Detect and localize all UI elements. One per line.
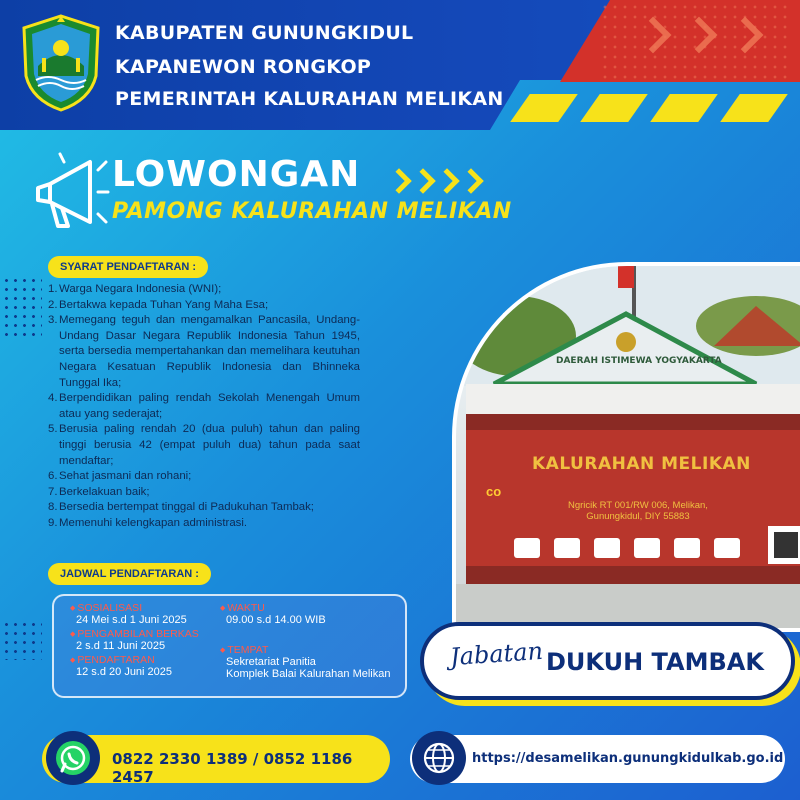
schedule-box (52, 594, 407, 698)
header-government: PEMERINTAH KALURAHAN MELIKAN (115, 88, 504, 110)
requirement-item (48, 313, 360, 391)
requirement-item (48, 500, 360, 516)
waktu-value: 09.00 s.d 14.00 WIB (226, 614, 326, 626)
tempat-label: ◆ TEMPAT (220, 644, 390, 656)
header-district: KAPANEWON RONGKOP (115, 56, 372, 78)
pendaftaran-label: ◆ PENDAFTARAN (70, 654, 199, 666)
jabatan-name: DUKUH TAMBAK (546, 648, 764, 676)
title-lowongan: LOWONGAN (112, 154, 361, 195)
gunungkidul-logo (20, 14, 102, 112)
office-photo (452, 262, 800, 632)
requirement-item (48, 298, 360, 314)
yellow-stripes (520, 94, 778, 122)
requirement-number: 8. (48, 501, 58, 514)
globe-icon (422, 741, 456, 775)
watermark-text: co (486, 484, 502, 499)
whatsapp-badge (46, 731, 100, 785)
schedule-label: JADWAL PENDAFTARAN : (48, 563, 211, 585)
requirement-text: Berkelakuan baik; (59, 485, 150, 498)
requirement-text: Berusia paling rendah 20 (dua puluh) tahun dan paling tinggi berusia 42 (empat puluh dua) tahun pada saat mendaftar; (59, 423, 360, 467)
sign-address-line1: Ngricik RT 001/RW 006, Melikan, (568, 500, 708, 511)
sign-address (568, 500, 708, 522)
requirement-number: 7. (48, 485, 58, 498)
requirement-text: Sehat jasmani dan rohani; (59, 470, 192, 483)
requirement-text: Berpendidikan paling rendah Sekolah Menengah Umum atau yang sederajat; (59, 392, 360, 420)
requirement-text: Warga Negara Indonesia (WNI); (59, 283, 222, 295)
office-building-illustration (456, 266, 800, 632)
requirement-number: 5. (48, 423, 58, 436)
requirement-text: Bertakwa kepada Tuhan Yang Maha Esa; (59, 298, 269, 311)
pengambilan-label: ◆ PENGAMBILAN BERKAS (70, 628, 199, 640)
gable-text: DAERAH ISTIMEWA YOGYAKARTA (556, 356, 722, 366)
sign-address-line2: Gunungkidul, DIY 55883 (586, 511, 690, 522)
website-url[interactable]: https://desamelikan.gunungkidulkab.go.id (472, 751, 784, 766)
tempat-line1: Sekretariat Panitia (226, 656, 316, 668)
header-regency: KABUPATEN GUNUNGKIDUL (115, 22, 414, 44)
whatsapp-icon[interactable] (54, 739, 92, 777)
schedule-right-column (220, 602, 390, 680)
requirement-number: 3. (48, 314, 58, 327)
requirement-text: Memegang teguh dan mengamalkan Pancasila, Undang-Undang Dasar Negara Republik Indonesia Tahun 1945, serta bersedia mempertahankan dan memelihara keutuhan Negara Kesatuan Republik Indonesia dan Bhinneka Tunggal Ika; (59, 314, 360, 389)
pendaftaran-value: 12 s.d 20 Juni 2025 (76, 666, 173, 678)
sosialisasi-value: 24 Mei s.d 1 Juni 2025 (76, 614, 187, 626)
requirement-number: 6. (48, 470, 58, 483)
dot-pattern (600, 2, 790, 80)
jabatan-box (420, 622, 795, 700)
requirements-list (48, 282, 360, 532)
sosialisasi-label: ◆ SOSIALISASI (70, 602, 199, 614)
dot-pattern-left-2 (2, 620, 42, 660)
requirements-label: SYARAT PENDAFTARAN : (48, 256, 208, 278)
requirement-item (48, 469, 360, 485)
requirement-item (48, 422, 360, 469)
title-position: PAMONG KALURAHAN MELIKAN (112, 199, 512, 224)
schedule-left-column (70, 602, 199, 678)
dot-pattern-left (2, 276, 42, 336)
waktu-label: ◆ WAKTU (220, 602, 390, 614)
sign-title: KALURAHAN MELIKAN (532, 454, 751, 474)
jabatan-script: Jabatan (449, 636, 544, 672)
tempat-line2: Komplek Balai Kalurahan Melikan (226, 668, 391, 680)
megaphone-icon (30, 150, 110, 240)
phone-numbers[interactable]: 0822 2330 1389 / 0852 1186 2457 (112, 750, 353, 786)
phone-bar (42, 735, 390, 786)
requirement-number: 4. (48, 392, 58, 405)
requirement-item (48, 516, 360, 532)
globe-badge (412, 731, 466, 785)
requirement-item (48, 282, 360, 298)
pengambilan-value: 2 s.d 11 Juni 2025 (76, 640, 166, 652)
requirement-item (48, 485, 360, 501)
requirement-number: 2. (48, 298, 58, 311)
title-chevrons (390, 172, 480, 190)
website-bar (410, 735, 785, 783)
requirement-text: Bersedia bertempat tinggal di Padukuhan Tambak; (59, 501, 314, 514)
requirement-number: 9. (48, 516, 58, 529)
requirement-number: 1. (48, 283, 58, 295)
requirement-item (48, 391, 360, 422)
requirement-text: Memenuhi kelengkapan administrasi. (59, 516, 248, 529)
